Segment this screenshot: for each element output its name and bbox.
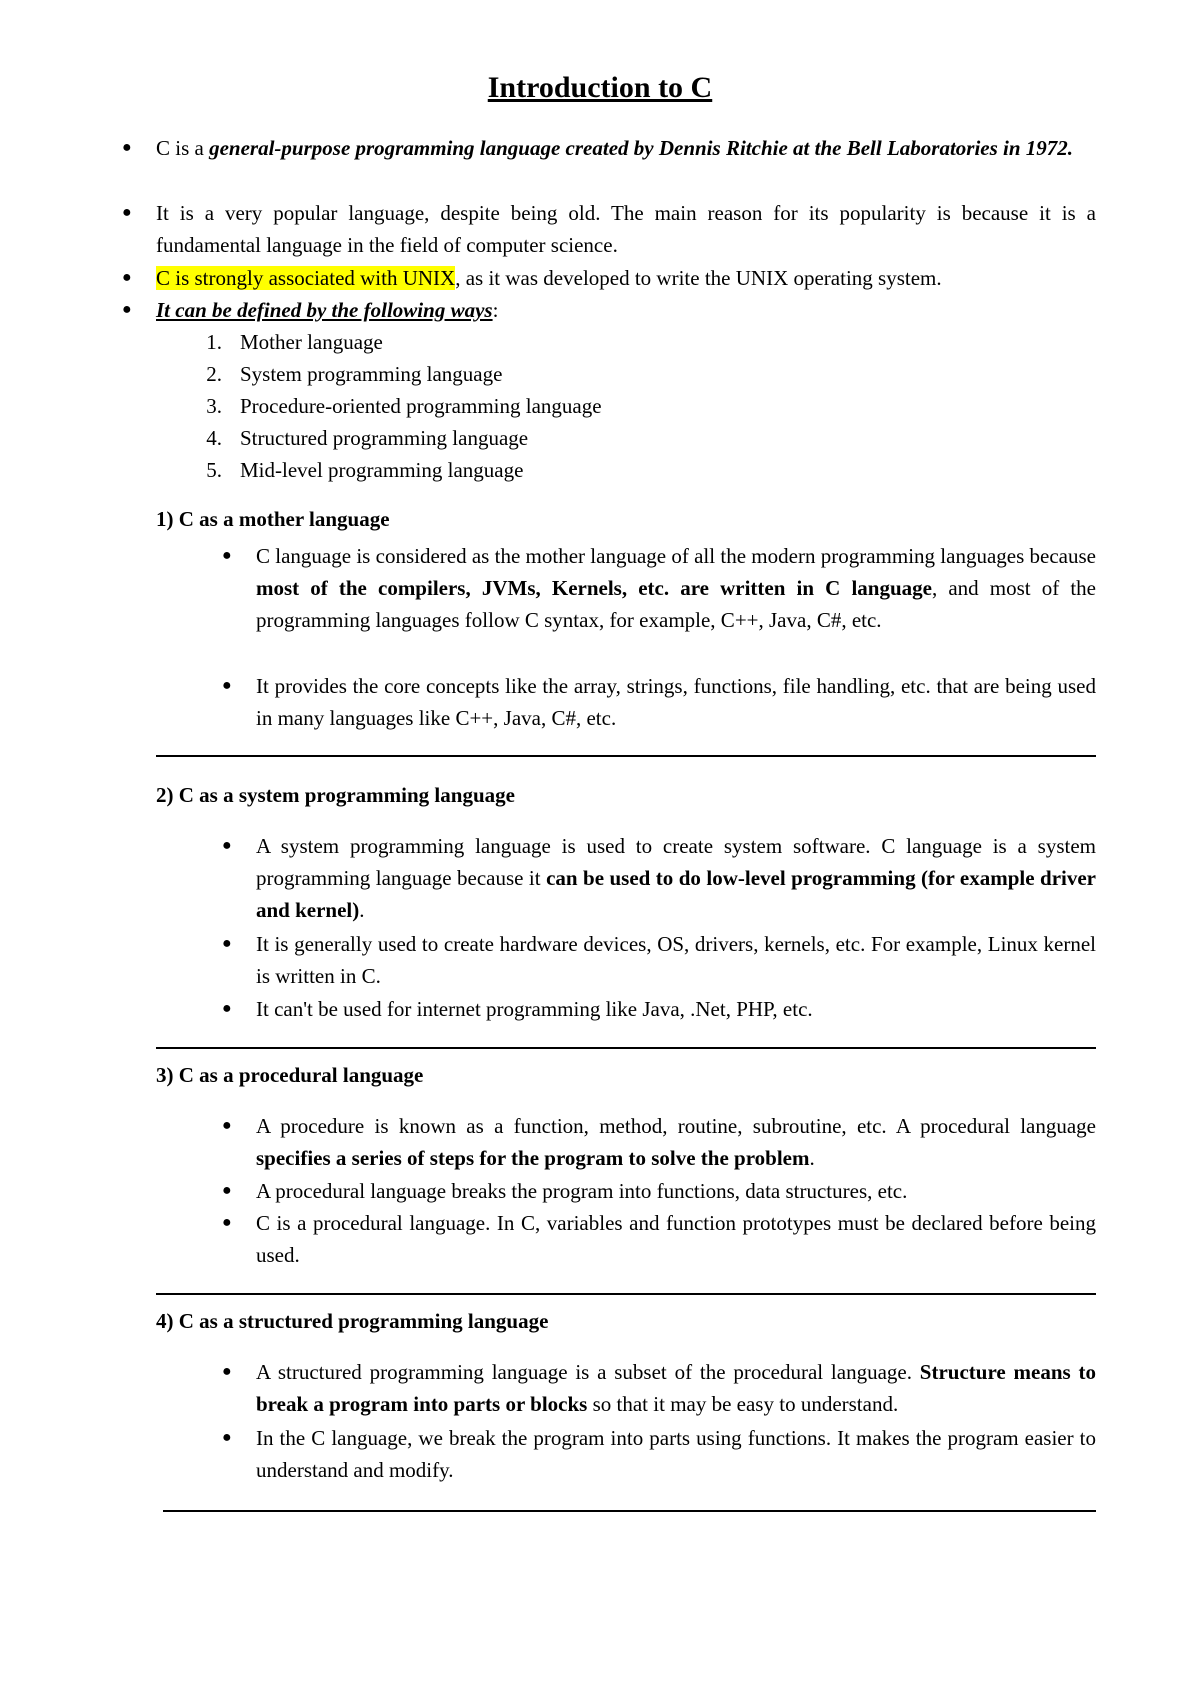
s2-b1-tail: . — [359, 898, 365, 922]
section-divider — [156, 755, 1096, 757]
list-item: Mid-level programming language — [240, 458, 524, 482]
bullet-icon: ● — [222, 1429, 232, 1446]
bullet-icon: ● — [122, 269, 132, 286]
s4-b1-text: A structured programming language is a subset of the procedural language. — [256, 1360, 920, 1384]
s1-b1-text: C language is considered as the mother language of all the modern programming languages because — [256, 544, 1096, 568]
bullet-icon: ● — [122, 204, 132, 221]
s1-bullet-1 — [256, 540, 1096, 636]
s2-bullet-3: It can't be used for internet programming like Java, .Net, PHP, etc. — [256, 997, 813, 1021]
list-item: Structured programming language — [240, 426, 529, 450]
list-item: System programming language — [240, 362, 503, 386]
bullet-icon: ● — [122, 301, 132, 318]
s3-b1-tail: . — [809, 1146, 815, 1170]
list-number: 4. — [206, 426, 222, 450]
s2-b1-bold: can be used to do low-level programming (for example driver and kernel) — [256, 866, 1096, 922]
s4-b1-tail: so that it may be easy to understand. — [587, 1392, 899, 1416]
list-item: Mother language — [240, 330, 383, 354]
list-number: 3. — [206, 394, 222, 418]
s3-b1-bold: specifies a series of steps for the program to solve the problem — [256, 1146, 810, 1170]
s4-b1-bold: Structure means to break a program into parts or blocks — [256, 1360, 1097, 1416]
highlighted-text: C is strongly associated with UNIX — [156, 266, 456, 290]
intro-p1-emphasis: general-purpose programming language created by Dennis Ritchie at the Bell Laboratories in 1972. — [209, 136, 1074, 160]
s3-bullet-3: C is a procedural language. In C, variables and function prototypes must be declared before being used. — [256, 1211, 1096, 1267]
intro-p3-text: , as it was developed to write the UNIX operating system. — [455, 266, 942, 290]
bullet-icon: ● — [222, 1182, 232, 1199]
intro-paragraph-3 — [156, 262, 1096, 294]
bullet-icon: ● — [222, 1363, 232, 1380]
s3-bullet-2: A procedural language breaks the program into functions, data structures, etc. — [256, 1179, 908, 1203]
bullet-icon: ● — [222, 677, 232, 694]
s1-b1-bold: most of the compilers, JVMs, Kernels, etc. are written in C language — [256, 576, 932, 600]
list-number: 5. — [206, 458, 222, 482]
intro-paragraph-4 — [156, 294, 1096, 326]
intro-paragraph-1 — [156, 132, 1096, 164]
section-divider — [156, 1047, 1096, 1049]
s2-bullet-2: It is generally used to create hardware devices, OS, drivers, kernels, etc. For example, Linux kernel is written in C. — [256, 932, 1096, 988]
intro-paragraph-2: It is a very popular language, despite being old. The main reason for its popularity is because it is a fundamental language in the field of computer science. — [156, 201, 1096, 257]
bullet-icon: ● — [222, 1214, 232, 1231]
list-item: Procedure-oriented programming language — [240, 394, 602, 418]
s2-b1-text: A system programming language is used to create system software. C language is a system programming language because it — [256, 834, 1096, 890]
section-heading-1: 1) C as a mother language — [156, 507, 390, 531]
bullet-icon: ● — [222, 547, 232, 564]
bullet-icon: ● — [222, 1117, 232, 1134]
section-divider — [163, 1510, 1096, 1512]
section-heading-2: 2) C as a system programming language — [156, 783, 515, 807]
intro-p1-text: C is a — [156, 136, 210, 160]
section-heading-4: 4) C as a structured programming language — [156, 1309, 549, 1333]
page-title: Introduction to C — [487, 71, 713, 104]
ways-colon: : — [492, 298, 499, 322]
s2-bullet-1 — [256, 830, 1096, 926]
s1-bullet-2: It provides the core concepts like the array, strings, functions, file handling, etc. that are being used in many languages like C++, Java, C#, etc. — [256, 674, 1096, 730]
bullet-icon: ● — [222, 837, 232, 854]
s3-bullet-1 — [256, 1110, 1096, 1174]
s1-b1-tail: , and most of the programming languages follow C syntax, for example, C++, Java, C#, etc. — [256, 576, 1097, 632]
s4-bullet-1 — [256, 1356, 1096, 1420]
ways-lead-in: It can be defined by the following ways — [156, 298, 493, 322]
s4-bullet-2: In the C language, we break the program into parts using functions. It makes the program easier to understand and modify. — [256, 1426, 1096, 1482]
list-number: 1. — [206, 330, 222, 354]
bullet-icon: ● — [122, 139, 132, 156]
section-heading-3: 3) C as a procedural language — [156, 1063, 424, 1087]
list-number: 2. — [206, 362, 222, 386]
s3-b1-text: A procedure is known as a function, method, routine, subroutine, etc. A procedural language — [256, 1114, 1096, 1138]
bullet-icon: ● — [222, 1000, 232, 1017]
section-divider — [156, 1293, 1096, 1295]
bullet-icon: ● — [222, 935, 232, 952]
